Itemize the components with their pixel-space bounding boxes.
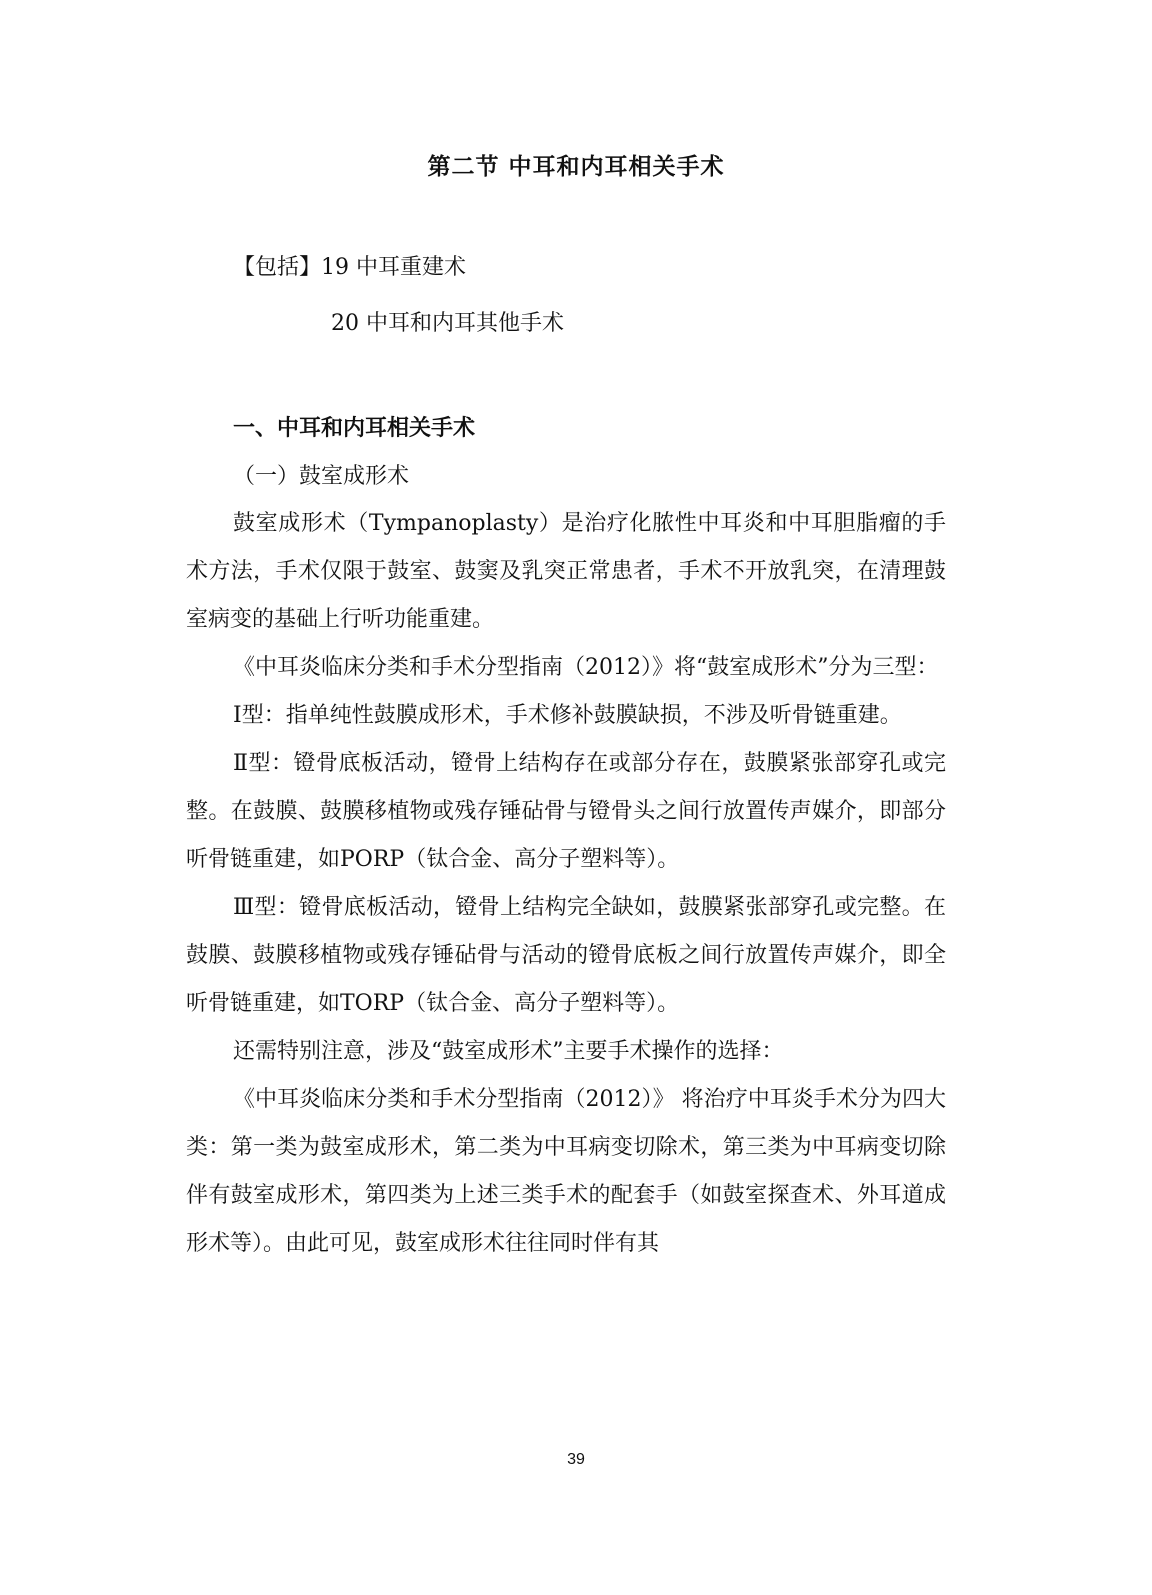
page-number: 39	[567, 1451, 585, 1468]
paragraph: Ⅱ型：镫骨底板活动，镫骨上结构存在或部分存在，鼓膜紧张部穿孔或完整。在鼓膜、鼓膜移植物或残存锤砧骨与镫骨头之间行放置传声媒介，即部分听骨链重建，如PORP（钛合金、高分子塑料等）。	[186, 751, 946, 872]
paragraph: Ⅰ型：指单纯性鼓膜成形术，手术修补鼓膜缺损，不涉及听骨链重建。	[233, 703, 902, 728]
paragraph: 《中耳炎临床分类和手术分型指南（2012）》 将治疗中耳炎手术分为四大类：第一类为鼓室成形术，第二类为中耳病变切除术，第三类为中耳病变切除伴有鼓室成形术，第四类为上述三类手术的配套手（如鼓室探查术、外耳道成形术等）。由此可见，鼓室成形术往往同时伴有其	[186, 1087, 946, 1256]
includes-line-2: 20 中耳和内耳其他手术	[331, 311, 564, 336]
paragraph: 《中耳炎临床分类和手术分型指南（2012）》将“鼓室成形术”分为三型：	[233, 655, 939, 680]
paragraph: 还需特别注意，涉及“鼓室成形术”主要手术操作的选择：	[233, 1039, 784, 1064]
includes-line-1: 【包括】19 中耳重建术	[233, 255, 466, 280]
section-title: 第二节 中耳和内耳相关手术	[427, 154, 725, 180]
heading-level-2: （一）鼓室成形术	[233, 464, 410, 489]
body-text	[186, 500, 946, 1268]
paragraph: Ⅲ型：镫骨底板活动，镫骨上结构完全缺如，鼓膜紧张部穿孔或完整。在鼓膜、鼓膜移植物或残存锤砧骨与活动的镫骨底板之间行放置传声媒介，即全听骨链重建，如TORP（钛合金、高分子塑料等）。	[186, 895, 946, 1016]
paragraph: 鼓室成形术（Tympanoplasty）是治疗化脓性中耳炎和中耳胆脂瘤的手术方法，手术仅限于鼓室、鼓窦及乳突正常患者，手术不开放乳突，在清理鼓室病变的基础上行听功能重建。	[186, 511, 946, 632]
heading-level-1: 一、中耳和内耳相关手术	[233, 416, 476, 441]
